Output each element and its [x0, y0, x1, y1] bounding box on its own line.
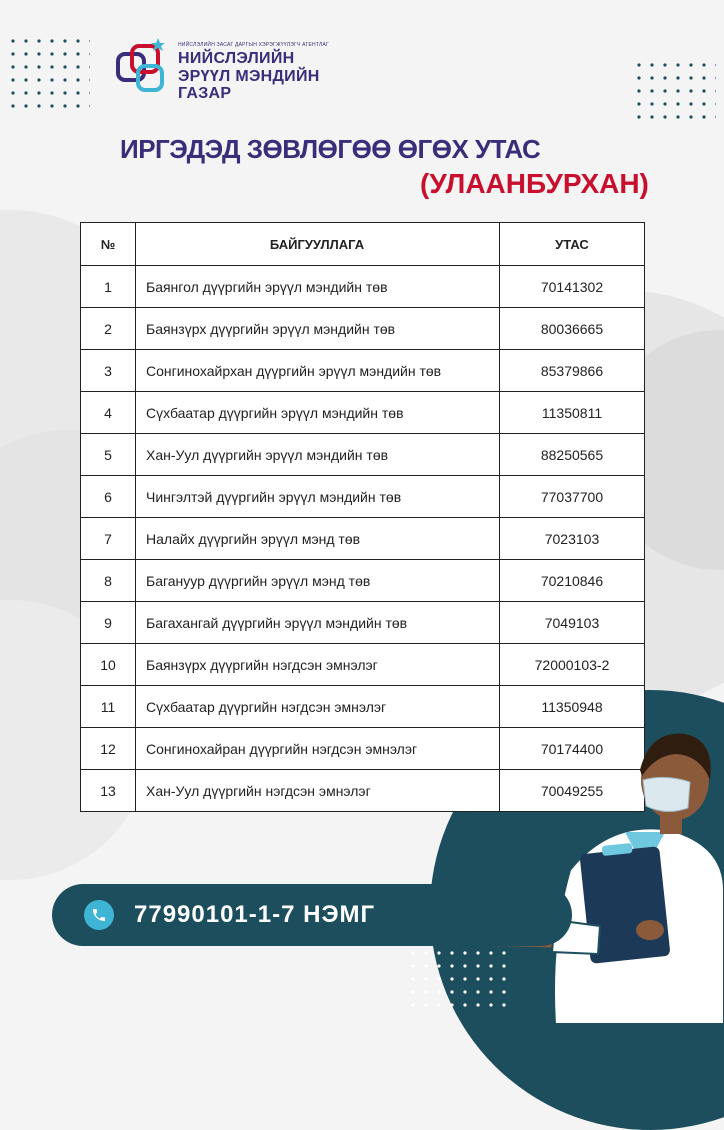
- logo-mark-icon: [114, 38, 174, 100]
- row-phone: 11350948: [500, 686, 645, 728]
- row-number: 9: [81, 602, 136, 644]
- row-number: 1: [81, 266, 136, 308]
- row-organization: Сүхбаатар дүүргийн эрүүл мэндийн төв: [136, 392, 500, 434]
- row-organization: Налайх дүүргийн эрүүл мэнд төв: [136, 518, 500, 560]
- header-organization: БАЙГУУЛЛАГА: [136, 223, 500, 266]
- row-phone: 80036665: [500, 308, 645, 350]
- dot-grid-top-right: [636, 62, 716, 128]
- dot-grid-top-left: [10, 38, 90, 108]
- row-number: 7: [81, 518, 136, 560]
- row-organization: Сонгинохайран дүүргийн нэгдсэн эмнэлэг: [136, 728, 500, 770]
- row-organization: Баянзүрх дүүргийн нэгдсэн эмнэлэг: [136, 644, 500, 686]
- table-row: [81, 308, 645, 350]
- logo-line-1: НИЙСЛЭЛИЙН: [178, 50, 295, 67]
- phone-icon: [84, 900, 114, 930]
- row-number: 3: [81, 350, 136, 392]
- row-number: 4: [81, 392, 136, 434]
- row-number: 6: [81, 476, 136, 518]
- row-phone: 11350811: [500, 392, 645, 434]
- table-row: [81, 392, 645, 434]
- row-phone: 77037700: [500, 476, 645, 518]
- logo-line-3: ГАЗАР: [178, 85, 232, 102]
- page-title: ИРГЭДЭД ЗӨВЛӨГӨӨ ӨГӨХ УТАС: [120, 134, 541, 164]
- row-phone: 7049103: [500, 602, 645, 644]
- doctor-illustration: [460, 720, 724, 1024]
- row-number: 5: [81, 434, 136, 476]
- row-organization: Баянгол дүүргийн эрүүл мэндийн төв: [136, 266, 500, 308]
- table-row: [81, 644, 645, 686]
- row-phone: 72000103-2: [500, 644, 645, 686]
- row-phone: 88250565: [500, 434, 645, 476]
- row-phone: 7023103: [500, 518, 645, 560]
- table-row: [81, 350, 645, 392]
- table-row: [81, 560, 645, 602]
- row-phone: 70174400: [500, 728, 645, 770]
- row-organization: Багахангай дүүргийн эрүүл мэндийн төв: [136, 602, 500, 644]
- row-phone: 70049255: [500, 770, 645, 812]
- row-number: 8: [81, 560, 136, 602]
- organization-logo: [114, 38, 329, 102]
- header-number: №: [81, 223, 136, 266]
- table-row: [81, 476, 645, 518]
- hotline-number: 77990101-1-7 НЭМГ: [134, 901, 376, 928]
- logo-line-2: ЭРҮҮЛ МЭНДИЙН: [178, 68, 320, 85]
- table-row: [81, 434, 645, 476]
- table-row: [81, 518, 645, 560]
- row-phone: 85379866: [500, 350, 645, 392]
- row-organization: Хан-Уул дүүргийн нэгдсэн эмнэлэг: [136, 770, 500, 812]
- row-number: 12: [81, 728, 136, 770]
- row-organization: Сонгинохайрхан дүүргийн эрүүл мэндийн төв: [136, 350, 500, 392]
- row-organization: Хан-Уул дүүргийн эрүүл мэндийн төв: [136, 434, 500, 476]
- table-header-row: [81, 223, 645, 266]
- header-phone: УТАС: [500, 223, 645, 266]
- row-organization: Чингэлтэй дүүргийн эрүүл мэндийн төв: [136, 476, 500, 518]
- row-number: 11: [81, 686, 136, 728]
- table-row: [81, 602, 645, 644]
- table-row: [81, 266, 645, 308]
- row-number: 10: [81, 644, 136, 686]
- logo-agency-caption: НИЙСЛЭЛИЙН ЗАСАГ ДАРГЫН ХЭРЭГЖҮҮЛЭГЧ АГЕНТЛАГ: [178, 42, 329, 48]
- row-organization: Сүхбаатар дүүргийн нэгдсэн эмнэлэг: [136, 686, 500, 728]
- row-number: 13: [81, 770, 136, 812]
- row-organization: Баянзүрх дүүргийн эрүүл мэндийн төв: [136, 308, 500, 350]
- row-phone: 70210846: [500, 560, 645, 602]
- row-organization: Багануур дүүргийн эрүүл мэнд төв: [136, 560, 500, 602]
- row-number: 2: [81, 308, 136, 350]
- page-subtitle: (УЛААНБУРХАН): [420, 168, 649, 199]
- row-phone: 70141302: [500, 266, 645, 308]
